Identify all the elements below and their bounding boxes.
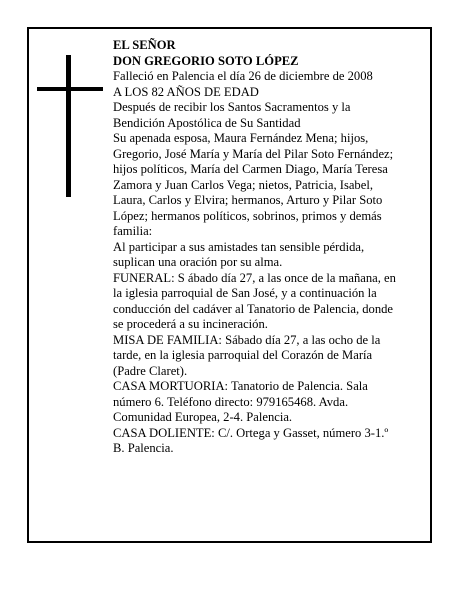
mourning-house-paragraph: CASA DOLIENTE: C/. Ortega y Gasset, número 3-1.º B. Palencia. [113, 425, 389, 455]
age-line: A LOS 82 AÑOS DE EDAD [113, 84, 259, 99]
death-date-line: Falleció en Palencia el día 26 de diciembre de 2008 [113, 69, 373, 83]
title-line-1: EL SEÑOR [113, 38, 176, 52]
prayer-request-paragraph: Al participar a sus amistades tan sensible pérdida, suplican una oración por su alma. [113, 239, 365, 269]
cross-horizontal-bar [37, 87, 103, 91]
family-mass-paragraph: MISA DE FAMILIA: Sábado día 27, a las ocho de la tarde, en la iglesia parroquial del Corazón de María (Padre Claret). [113, 332, 381, 378]
obituary-text [113, 38, 425, 457]
sacraments-paragraph: Después de recibir los Santos Sacramentos y la Bendición Apostólica de Su Santidad [113, 100, 351, 130]
deceased-name: DON GREGORIO SOTO LÓPEZ [113, 53, 299, 68]
mortuary-paragraph: CASA MORTUORIA: Tanatorio de Palencia. Sala número 6. Teléfono directo: 979165468. Avda. Comunidad Europea, 2-4. Palencia. [113, 379, 368, 424]
funeral-paragraph: FUNERAL: S ábado día 27, a las once de la mañana, en la iglesia parroquial de San José, y a continuación la conducción del cadáver al Tanatorio de Palencia, donde se procederá a su incineración. [113, 270, 396, 331]
family-paragraph: Su apenada esposa, Maura Fernández Mena; hijos, Gregorio, José María y María del Pilar Soto Fernández; hijos políticos, María del Carmen Diago, María Teresa Zamora y Juan Carlos Vega; nietos, Patricia, Isabel, Laura, Carlos y Elvira; hermanos, Arturo y Pilar Soto López; hermanos políticos, sobrinos, primos y demás familia: [113, 131, 394, 238]
latin-cross-icon [37, 55, 103, 197]
cross-vertical-bar [66, 55, 71, 197]
